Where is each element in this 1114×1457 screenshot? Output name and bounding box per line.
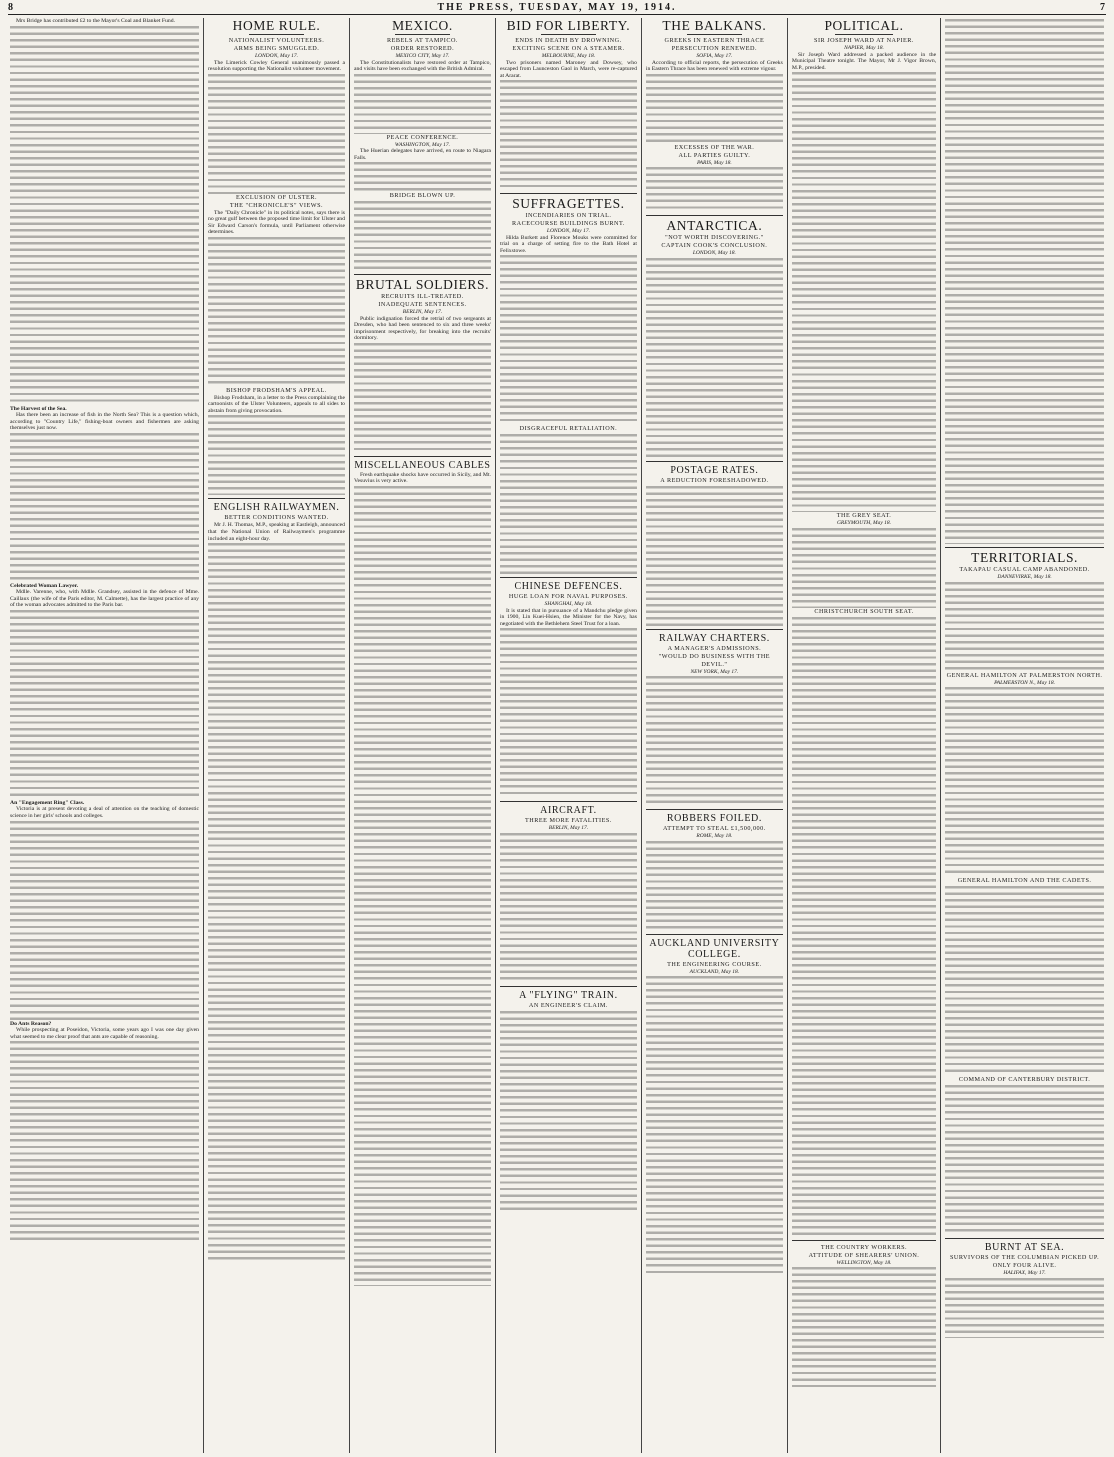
body-text-block — [208, 74, 345, 194]
dateline: LONDON, May 17. — [546, 228, 590, 235]
headline: BURNT AT SEA. — [984, 1242, 1065, 1253]
body-text-block — [500, 255, 637, 425]
body-text-block — [500, 1011, 637, 1211]
section-title: Do Ants Reason? — [10, 1020, 52, 1027]
body-text-block — [500, 628, 637, 798]
body-text-block — [354, 343, 491, 453]
body-text-block — [208, 415, 345, 495]
subheading: TAKAPAU CASUAL CAMP ABANDONED. — [959, 566, 1090, 573]
body-text-block — [945, 19, 1104, 544]
headline: ENGLISH RAILWAYMEN. — [213, 502, 340, 514]
subheading: ALL PARTIES GUILTY. — [678, 151, 751, 159]
body-text-block — [945, 582, 1104, 672]
subheading: HUGE LOAN FOR NAVAL PURPOSES. — [508, 593, 628, 601]
body-text-block — [354, 486, 491, 1286]
article-text: Has there been an increase of fish in the North Sea? This is a question which, according to "Country Life," fishing-boat owners and fishermen are asking themselves just now. — [10, 412, 200, 432]
subheading: GREEKS IN EASTERN THRACE — [664, 37, 765, 44]
article-brutal-soldiers — [354, 278, 491, 453]
body-text-block — [646, 676, 783, 806]
subheading: SIR JOSEPH WARD AT NAPIER. — [814, 37, 914, 44]
headline: AUCKLAND UNIVERSITY COLLEGE. — [649, 937, 780, 960]
page-number-right: 7 — [1099, 1, 1106, 13]
article-country-workers — [792, 1244, 936, 1388]
subheading: EXCITING SCENE ON A STEAMER. — [512, 45, 625, 52]
body-text-block — [792, 72, 936, 512]
body-text-block — [945, 687, 1104, 877]
article-railway-charters — [646, 633, 783, 807]
body-text-block — [208, 237, 345, 387]
subheading: "NOT WORTH DISCOVERING." — [665, 234, 764, 242]
body-text-block — [354, 74, 491, 134]
subheading: ARMS BEING SMUGGLED. — [233, 45, 320, 52]
headline: BID FOR LIBERTY. — [506, 18, 631, 33]
dateline: NAPIER, May 18. — [844, 45, 884, 51]
body-text-block — [646, 74, 783, 144]
body-text-block — [792, 1267, 936, 1387]
subheading: ATTEMPT TO STEAL £1,500,000. — [662, 825, 766, 833]
dateline: SHANGHAI, May 18. — [544, 601, 593, 608]
dateline: BERLIN, May 17. — [548, 825, 589, 832]
headline: POLITICAL. — [824, 18, 904, 33]
dateline: PALMERSTON N., May 18. — [994, 679, 1056, 686]
subheading: CHRISTCHURCH SOUTH SEAT. — [814, 607, 914, 615]
column-7 — [940, 18, 1108, 1453]
dateline: SOFIA, May 17. — [696, 53, 733, 59]
article-text: Public indignation forced the retrial of two sergeants at Dresden, who had been sentenced to six and three weeks' imprisonment respectively, for breaking into the recruits' dormitory. — [354, 315, 491, 342]
article-text: Sir Joseph Ward addressed a packed audience in the Municipal Theatre tonight. The Mayor, Mr J. Vigor Brown, M.P., presided. — [791, 51, 937, 71]
subheading: THE GREY SEAT. — [836, 512, 892, 520]
dateline: NEW YORK, May 17. — [690, 668, 739, 675]
dateline: PARIS, May 18. — [697, 159, 732, 166]
body-text-block — [646, 258, 783, 458]
body-text-block — [646, 486, 783, 626]
body-text-block — [945, 1085, 1104, 1235]
columns — [6, 18, 1108, 1453]
subheading: COMMAND OF CANTERBURY DISTRICT. — [958, 1076, 1091, 1083]
article-railwaymen — [208, 502, 345, 1263]
subheading: NATIONALIST VOLUNTEERS. — [228, 37, 325, 44]
body-text-block — [354, 162, 491, 192]
body-text-block — [945, 1278, 1104, 1338]
article-text: The Limerick Cowley General unanimously passed a resolution supporting the Nationalist volunteer movement. — [208, 59, 345, 73]
body-text-block — [500, 434, 637, 574]
column-3 — [349, 18, 495, 1453]
article-text: The "Daily Chronicle" in its political notes, says there is no great gulf between the proposed time limit for Ulster and Sir Edward Carson's formula, until Parliament otherwise determines. — [208, 209, 345, 236]
body-text-block — [10, 433, 199, 583]
subheading: ORDER RESTORED. — [390, 45, 455, 52]
dateline: MELBOURNE, May 18. — [541, 53, 596, 59]
article-text: Victoria is at present devoting a deal of attention on the teaching of domestic science in her girls' schools and colleges. — [10, 806, 200, 820]
subheading: THREE MORE FATALITIES. — [525, 817, 612, 825]
body-text-block — [10, 821, 199, 1021]
subheading: RACECOURSE BUILDINGS BURNT. — [511, 220, 625, 228]
article-political — [792, 19, 936, 1237]
article-balkans — [646, 19, 783, 212]
headline: ANTARCTICA. — [666, 218, 763, 234]
subheading: ONLY FOUR ALIVE. — [992, 1262, 1057, 1269]
page-number-left: 8 — [8, 1, 14, 13]
body-text-block — [500, 80, 637, 190]
headline: MISCELLANEOUS CABLES — [354, 459, 491, 471]
dateline: LONDON, May 17. — [254, 53, 299, 59]
article-text: It is stated that in pursuance of a Mandchu pledge given in 1900, Lin Kuei-Hsien, the Minister for the Navy, has negotiated with the Bethlehem Steel Trust for a loan. — [499, 607, 637, 627]
masthead — [8, 0, 1106, 15]
article-text: Mdlle. Varenne, who, with Mdlle. Grandsey, assisted in the defence of Mme. Caillaux (the wife of the Paris editor, M. Calmette), has the largest practice of any of the woman advocates admitted to the Paris bar. — [10, 589, 200, 609]
body-text-block — [646, 841, 783, 931]
subheading: EXCLUSION OF ULSTER. — [236, 193, 318, 201]
subheading: BRIDGE BLOWN UP. — [389, 192, 456, 200]
article-text: Mr J. H. Thomas, M.P., speaking at Eastleigh, announced that the National Union of Railwaymen's programme included an eight-hour day. — [208, 522, 345, 542]
column-4 — [495, 18, 641, 1453]
headline: BRUTAL SOLDIERS. — [355, 277, 490, 293]
subheading: "WOULD DO BUSINESS WITH THE DEVIL." — [658, 652, 771, 668]
subheading: INADEQUATE SENTENCES. — [378, 301, 467, 309]
subheading: THE COUNTRY WORKERS. — [820, 1243, 908, 1251]
body-text-block — [208, 543, 345, 1263]
article-misc-cables — [354, 460, 491, 1286]
article-bid-for-liberty — [500, 19, 637, 190]
headline: RAILWAY CHARTERS. — [658, 632, 770, 644]
subheading: PERSECUTION RENEWED. — [671, 45, 758, 52]
subheading: CAPTAIN COOK'S CONCLUSION. — [661, 242, 768, 250]
article-text: According to official reports, the persecution of Greeks in Eastern Thrace has been renewed with extreme vigour. — [645, 59, 783, 73]
dateline: MEXICO CITY, May 17. — [395, 53, 450, 59]
subheading: INCENDIARIES ON TRIAL. — [525, 212, 612, 220]
body-text-block — [945, 886, 1104, 1076]
intro-paragraph: Mrs Bridge has contributed £2 to the Mayor's Coal and Blanket Fund. — [16, 18, 175, 24]
subheading: BISHOP FRODSHAM'S APPEAL. — [226, 386, 327, 394]
article-chinese-defences — [500, 581, 637, 798]
headline: POSTAGE RATES. — [670, 464, 759, 476]
dateline: AUCKLAND, May 18. — [689, 968, 740, 975]
article-text: The Constitutionalists have restored order at Tampico, and visits have been exchanged with the British Admiral. — [354, 59, 491, 73]
dateline: WELLINGTON, May 18. — [836, 1259, 892, 1266]
body-text-block — [792, 617, 936, 1237]
article-robbers-foiled — [646, 813, 783, 931]
headline: SUFFRAGETTES. — [512, 196, 625, 212]
body-text-block — [10, 610, 199, 800]
article-territorials — [945, 551, 1104, 1235]
article-aircraft — [500, 805, 637, 983]
masthead-title: THE PRESS, TUESDAY, MAY 19, 1914. — [437, 1, 677, 13]
section-title: The Harvest of the Sea. — [10, 405, 67, 412]
body-text-block — [646, 976, 783, 1276]
article-home-rule — [208, 19, 345, 495]
subheading: REBELS AT TAMPICO. — [386, 37, 458, 44]
headline: ROBBERS FOILED. — [666, 813, 762, 825]
subheading: ATTITUDE OF SHEARERS' UNION. — [808, 1251, 920, 1259]
body-text-block — [354, 201, 491, 271]
column-6 — [787, 18, 940, 1453]
column-2 — [203, 18, 349, 1453]
column-1 — [6, 18, 203, 1453]
article-auckland-college — [646, 938, 783, 1277]
article-mexico — [354, 19, 491, 271]
dateline: HALIFAX, May 17. — [1003, 1270, 1046, 1276]
headline: HOME RULE. — [232, 18, 321, 33]
article-burnt-at-sea — [945, 1242, 1104, 1338]
article-text: The Huerian delegates have arrived, en route to Niagara Falls. — [354, 148, 491, 161]
subheading: A MANAGER'S ADMISSIONS. — [667, 644, 762, 652]
subheading: GENERAL HAMILTON AT PALMERSTON NORTH. — [946, 671, 1103, 679]
article-flying-train — [500, 990, 637, 1211]
subheading: PEACE CONFERENCE. — [386, 133, 459, 141]
dateline: WASHINGTON, May 17. — [394, 141, 451, 148]
subheading: EXCESSES OF THE WAR. — [674, 143, 755, 151]
article-text: Bishop Frodsham, in a letter to the Press complaining the cartoonists of the Ulster Volunteers, appeals to all sides to abstain from giving provocation. — [208, 394, 345, 414]
article-text: While prospecting at Poseidon, Victoria, some years ago I was one day given what seemed to me clear proof that ants are capable of reasoning. — [10, 1027, 200, 1040]
subheading: SURVIVORS OF THE COLUMBIAN PICKED UP. — [949, 1254, 1100, 1261]
dateline: DANNEVIRKE, May 18. — [997, 574, 1052, 580]
headline: A "FLYING" TRAIN. — [519, 989, 618, 1001]
subheading: ENDS IN DEATH BY DROWNING. — [515, 37, 622, 44]
subheading: RECRUITS ILL-TREATED. — [381, 293, 464, 301]
body-text-block — [10, 1041, 199, 1241]
subheading: AN ENGINEER'S CLAIM. — [528, 1001, 608, 1009]
article-suffragettes — [500, 197, 637, 574]
headline: TERRITORIALS. — [971, 550, 1079, 565]
section-title: An "Engagement Ring" Class. — [10, 799, 85, 806]
headline: CHINESE DEFENCES. — [514, 581, 623, 593]
section-title: Celebrated Woman Lawyer. — [10, 582, 79, 589]
headline: MEXICO. — [392, 18, 453, 33]
subheading: DISGRACEFUL RETALIATION. — [519, 425, 618, 433]
article-antarctica — [646, 219, 783, 458]
article-text: Hilda Burkett and Florence Mouks were committed for trial on a charge of setting fire to the Bath Hotel at Felixstowe. — [499, 234, 637, 254]
column-5 — [641, 18, 787, 1453]
article-postage-rates — [646, 465, 783, 626]
article-text: Fresh earthquake shocks have occurred in Sicily, and Mt. Vesuvius is very active. — [354, 471, 491, 485]
subheading: THE "CHRONICLE'S" VIEWS. — [229, 201, 324, 209]
subheading: THE ENGINEERING COURSE. — [667, 960, 762, 968]
headline: AIRCRAFT. — [540, 805, 597, 817]
subheading: GENERAL HAMILTON AND THE CADETS. — [957, 877, 1092, 884]
subheading: A REDUCTION FORESHADOWED. — [660, 476, 769, 484]
dateline: BERLIN, May 17. — [402, 309, 443, 316]
body-text-block — [646, 167, 783, 212]
subheading: BETTER CONDITIONS WANTED. — [224, 514, 329, 522]
article-text: Two prisoners named Maroney and Dowsey, who escaped from Launceston Gaol in March, were re-captured at Ararat. — [499, 59, 637, 79]
dateline: ROME, May 18. — [696, 833, 733, 840]
body-text-block — [10, 26, 199, 406]
body-text-block — [500, 833, 637, 983]
headline: THE BALKANS. — [662, 18, 767, 33]
body-text-block — [792, 528, 936, 608]
dateline: LONDON, May 18. — [692, 250, 736, 257]
dateline: GREYMOUTH, May 18. — [836, 520, 892, 527]
